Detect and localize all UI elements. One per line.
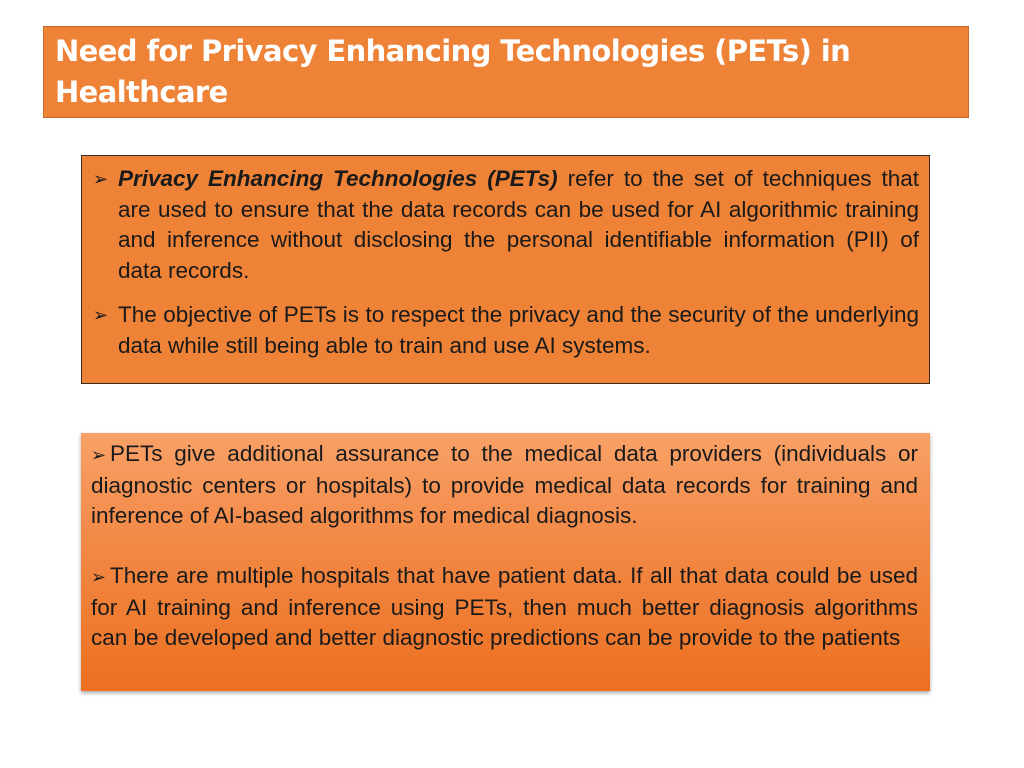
title-bar (43, 26, 969, 118)
arrow-bullet-icon: ➢ (93, 305, 109, 325)
arrow-bullet-icon: ➢ (93, 169, 109, 189)
definition-box (81, 155, 930, 384)
assurance-bullet (91, 439, 918, 532)
objective-bullet: The objective of PETs is to respect the privacy and the security of the underlying data while still being able to train and use AI systems. (118, 302, 919, 358)
benefits-box (81, 433, 930, 691)
hospitals-bullet (91, 561, 918, 654)
definition-text: refer to the set of techniques that are used to ensure that the data records can be used for AI algorithmic training and inference without disclosing the personal identifiable information (PII) of data records. (118, 166, 919, 283)
assurance-text: PETs give additional assurance to the medical data providers (individuals or diagnostic centers or hospitals) to provide medical data records for training and inference of AI-based algorithms for medical diagnosis. (91, 441, 918, 528)
arrow-bullet-icon: ➢ (91, 445, 107, 465)
pets-term: Privacy Enhancing Technologies (PETs) (118, 166, 558, 191)
definition-bullet (118, 164, 919, 286)
arrow-bullet-icon: ➢ (91, 567, 107, 587)
slide-title: Need for Privacy Enhancing Technologies (PETs) in Healthcare (55, 34, 851, 109)
hospitals-text: There are multiple hospitals that have patient data. If all that data could be used for AI training and inference using PETs, then much better diagnosis algorithms can be developed and better diagnostic predictions can be provide to the patients (91, 563, 918, 650)
